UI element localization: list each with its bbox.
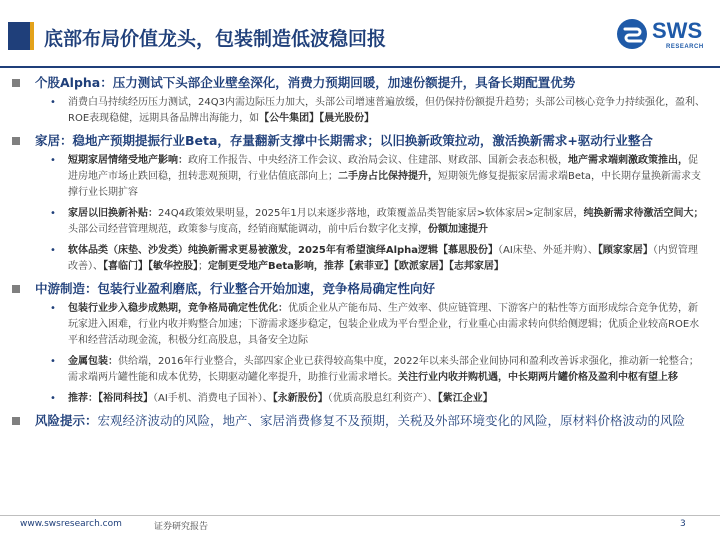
bullet-text-bold: 纯换新需求待激活空间大； <box>583 208 704 219</box>
bullet-dot-icon: • <box>50 208 56 219</box>
bullet-dot-icon: • <box>50 155 56 166</box>
title-accent-block <box>8 22 30 50</box>
bullet-item <box>0 206 720 238</box>
section-heading-text: 家居：稳地产预期提振行业Beta，存量翻新支撑中长期需求；以旧换新政策拉动，激活换新需求+驱动行业整合 <box>35 133 653 148</box>
bullet-dot-icon: • <box>50 97 56 108</box>
bullet-text: 供给端，2016年行业整合，头部四家企业已获得较高集中度，2022年以来头部企业间协同和盈利改善诉求强化，推动新一轮整合；需求端两片罐性能和成本优势，长期驱动罐化率提升，助推行业需求增长。 <box>68 356 699 383</box>
bullet-text-bold: 软体品类（床垫、沙发类）纯换新需求更易被激发，2025年有希望演绎Alpha逻辑【慕思股份】 <box>68 245 499 256</box>
bullet-text: 消费白马持续经历压力测试，24Q3内需边际压力加大，头部公司增速普遍放缓，但仍保持份额提升趋势；头部公司核心竞争力持续强化，盈利、ROE表现稳健，远期具备品牌出海能力，如 <box>68 97 705 124</box>
risk-text: 宏观经济波动的风险，地产、家居消费修复不及预期，关税及外部环境变化的风险，原材料价格波动的风险 <box>97 413 686 428</box>
bullet-item <box>0 153 720 201</box>
logo-subtext: RESEARCH <box>666 44 704 50</box>
bullet-text-bold: 包装行业步入稳步成熟期，竞争格局确定性优化： <box>68 303 288 314</box>
bullet-dot-icon: • <box>50 393 56 404</box>
bullet-text-bold: 二手房占比保持提升， <box>338 171 438 182</box>
section-heading-text: 个股Alpha：压力测试下头部企业壁垒深化，消费力预期回暖，加速份额提升，具备长期配置优势 <box>35 75 576 90</box>
bullet-item <box>0 95 720 127</box>
bullet-text: 24Q4政策效果明显，2025年1月以来逐步落地，政策覆盖品类智能家居>软体家居>定制家居， <box>158 208 584 219</box>
section-heading <box>0 280 720 298</box>
bullet-text: 优质企业从产能布局、生产效率、供应链管理、下游客户的粘性等方面形成综合竞争优势，新玩家进入困难，行业内收并购整合加速；下游需求逐步稳定，包装企业成为平台型企业，行业重心由需求转向供给侧逻辑；优质企业较高ROE水平和经营活动现金流，积极分红高股息，具备安全边际 <box>68 303 700 346</box>
title-rule <box>0 66 720 68</box>
bullet-text-bold: 地产需求端刺激政策推出， <box>568 155 688 166</box>
bullet-text-bold: 【永新股份】 <box>272 393 328 404</box>
bullet-text: （内贸管理改善）、 <box>68 245 698 272</box>
bullet-text: 促进房地产市场止跌回稳，扭转悲观预期，行业估值底部向上； <box>68 155 698 182</box>
bullet-text-bold: 关注行业内收并购机遇，中长期两片罐价格及盈利中枢有望上移 <box>398 372 678 383</box>
risk-label: 风险提示： <box>35 413 98 428</box>
square-bullet-icon <box>12 137 20 145</box>
logo-text: SWS <box>652 18 703 43</box>
section-heading-text: 中游制造：包装行业盈利磨底，行业整合开始加速，竞争格局确定性向好 <box>35 281 436 296</box>
square-bullet-icon <box>12 417 20 425</box>
bullet-dot-icon: • <box>50 303 56 314</box>
risk-warning <box>0 412 720 430</box>
bullet-item <box>0 354 720 386</box>
bullet-text-bold: 【顾家家居】 <box>597 245 653 256</box>
sws-logo-icon <box>616 18 648 50</box>
bullet-text-bold: 【喜临门】【敏华控股】 <box>103 261 198 272</box>
section-heading <box>0 132 720 150</box>
bullet-text-bold: 【公牛集团】【晨光股份】 <box>259 113 375 124</box>
page-number: 3 <box>680 519 686 529</box>
bullet-text: ； <box>198 261 208 272</box>
bullet-item <box>0 391 720 407</box>
bullet-text-bold: 定制更受地产Beta影响，推荐【索菲亚】【欧派家居】【志邦家居】 <box>208 261 504 272</box>
bullet-text: （AI床垫、外延并购）、 <box>498 245 598 256</box>
page-title: 底部布局价值龙头，包装制造低波稳回报 <box>44 28 387 50</box>
bullet-item <box>0 301 720 349</box>
section-heading <box>0 74 720 92</box>
footer-rule <box>0 515 720 516</box>
bullet-text: 头部公司经营管理规范，政策参与度高，经销商赋能调动，前中后台数字化支撑， <box>68 224 428 235</box>
sws-logo <box>616 14 712 54</box>
title-accent-stripe <box>30 22 34 50</box>
square-bullet-icon <box>12 285 20 293</box>
footer-subtitle: 证券研究报告 <box>154 522 209 532</box>
bullet-text-bold: 家居以旧换新补贴： <box>68 208 158 219</box>
footer-url[interactable]: www.swsresearch.com <box>20 519 122 529</box>
bullet-text-bold: 短期家居情绪受地产影响： <box>68 155 188 166</box>
bullet-text-bold: 金属包装： <box>68 356 118 367</box>
bullet-text: 短期领先修复提振家居需求端Beta，中长期存量换新需求支撑行业长期扩容 <box>68 171 702 198</box>
bullet-text: 政府工作报告、中央经济工作会议、政治局会议、住建部、财政部、国新会表态积极， <box>188 155 568 166</box>
content-body <box>0 74 720 433</box>
bullet-text-bold: 推荐：【裕同科技】 <box>68 393 153 404</box>
bullet-text: （优质高股息红利资产）、 <box>327 393 438 404</box>
title-bar <box>0 0 720 70</box>
bullet-text-bold: 【紫江企业】 <box>437 393 493 404</box>
bullet-dot-icon: • <box>50 245 56 256</box>
bullet-text: （AI手机、消费电子国补）、 <box>153 393 273 404</box>
square-bullet-icon <box>12 79 20 87</box>
bullet-text-bold: 份额加速提升 <box>428 224 488 235</box>
bullet-item <box>0 243 720 275</box>
bullet-dot-icon: • <box>50 356 56 367</box>
